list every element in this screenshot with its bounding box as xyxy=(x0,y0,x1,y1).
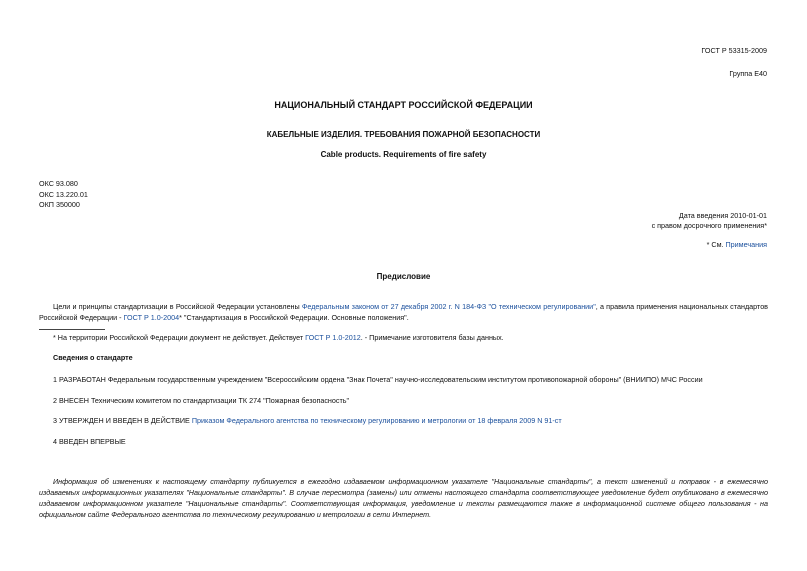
about-standard-heading: Сведения о стандарте xyxy=(53,353,133,362)
footnote xyxy=(53,333,504,343)
preface-paragraph xyxy=(39,301,768,323)
see-notes xyxy=(707,240,767,250)
about-item-1: 1 РАЗРАБОТАН Федеральным государственным учреждением "Всероссийским ордена "Знак Почета" научно-исследовательским институтом противопожарной обороны" (ВНИИПО) МЧС России xyxy=(53,375,703,384)
oks-code-2: ОКС 13.220.01 xyxy=(39,190,88,199)
oks-code-1: ОКС 93.080 xyxy=(39,179,78,188)
gost-r-1-0-2012-link[interactable]: ГОСТ Р 1.0-2012 xyxy=(305,333,361,342)
about-item-3 xyxy=(53,416,562,426)
document-title-english: Cable products. Requirements of fire safety xyxy=(320,150,487,159)
preface-text-c: * "Стандартизация в Российской Федерации. Основные положения". xyxy=(179,313,409,322)
preface-heading: Предисловие xyxy=(376,272,431,281)
group-code: Группа Е40 xyxy=(729,69,767,78)
footnote-text-b: . - Примечание изготовителя базы данных. xyxy=(360,333,504,342)
document-title: КАБЕЛЬНЫЕ ИЗДЕЛИЯ. ТРЕБОВАНИЯ ПОЖАРНОЙ БЕЗОПАСНОСТИ xyxy=(266,130,541,139)
national-standard-title: НАЦИОНАЛЬНЫЙ СТАНДАРТ РОССИЙСКОЙ ФЕДЕРАЦИИ xyxy=(274,100,533,110)
footnote-text-a: * На территории Российской Федерации документ не действует. Действует xyxy=(53,333,306,342)
preface-text-a: Цели и принципы стандартизации в Российской Федерации установлены xyxy=(53,302,302,311)
early-application-note: с правом досрочного применения* xyxy=(651,221,767,230)
see-notes-prefix: * См. xyxy=(706,240,726,249)
okp-code: ОКП 350000 xyxy=(39,200,80,209)
introduction-date: Дата введения 2010-01-01 xyxy=(678,211,767,220)
footnote-divider xyxy=(39,329,105,330)
gost-r-1-0-2004-link[interactable]: ГОСТ Р 1.0-2004 xyxy=(123,313,180,322)
changes-info-paragraph: Информация об изменениях к настоящему стандарту публикуется в ежегодно издаваемом информационном указателе "Национальные стандарты", а текст изменений и поправок - в ежемесячно издаваемых информационных указателях "Национальные стандарты". В случае пересмотра (замены) или отмены настоящего стандарта соответствующее уведомление будет опубликовано в ежемесячно издаваемом информационном указателе "Национальные стандарты". Соответствующая информация, уведомление и тексты размещаются также в информационной системе общего пользования - на официальном сайте Федерального агентства по техническому регулированию и метрологии в сети Интернет. xyxy=(39,477,768,519)
notes-link[interactable]: Примечания xyxy=(725,240,767,249)
about-item-4: 4 ВВЕДЕН ВПЕРВЫЕ xyxy=(53,437,126,446)
preface-text-b: , а правила применения национальных стандартов Российской Федерации - xyxy=(39,302,769,322)
order-link[interactable]: Приказом Федерального агентства по техническому регулированию и метрологии от 18 февраля 2009 N 91-ст xyxy=(191,416,562,425)
about-item-2: 2 ВНЕСЕН Техническим комитетом по стандартизации ТК 274 "Пожарная безопасность" xyxy=(53,396,350,405)
gost-number: ГОСТ Р 53315-2009 xyxy=(701,46,767,55)
federal-law-link[interactable]: Федеральным законом от 27 декабря 2002 г. N 184-ФЗ "О техническом регулировании" xyxy=(301,302,596,311)
about-item-3-text: 3 УТВЕРЖДЕН И ВВЕДЕН В ДЕЙСТВИЕ xyxy=(53,416,192,425)
